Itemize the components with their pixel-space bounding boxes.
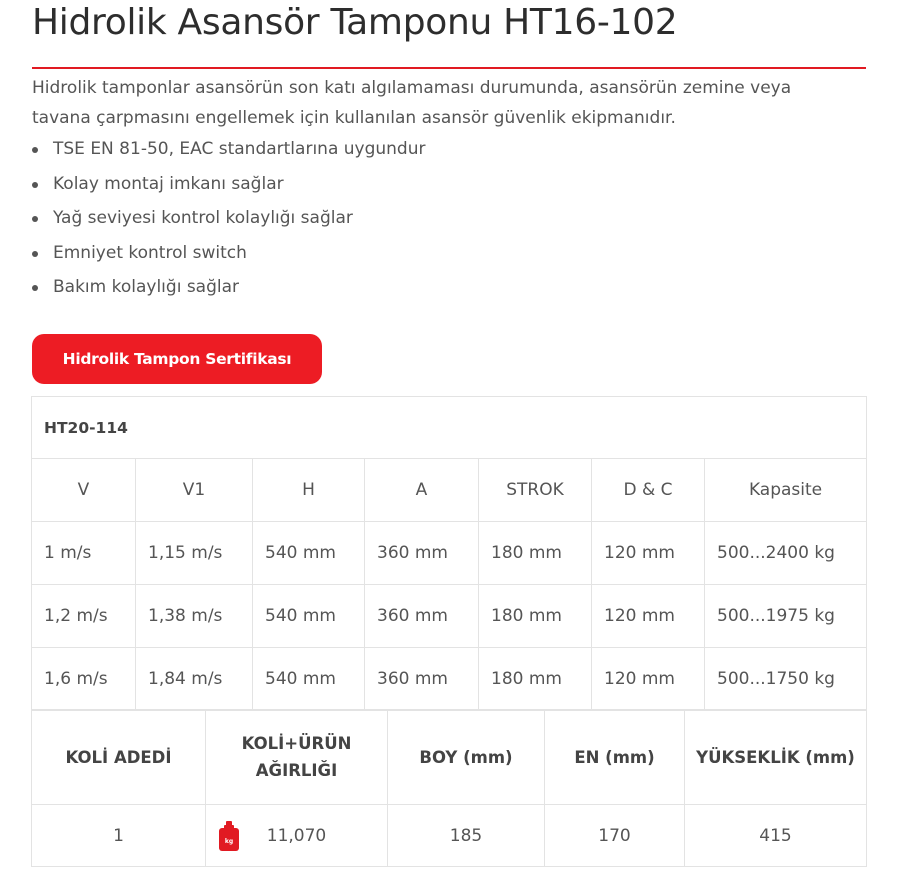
table-cell: 360 mm <box>365 585 479 648</box>
table-cell: 500...1750 kg <box>705 648 867 711</box>
column-header: KOLİ ADEDİ <box>32 710 206 805</box>
feature-text: Yağ seviyesi kontrol kolaylığı sağlar <box>53 208 353 228</box>
feature-item <box>32 270 426 305</box>
feature-text: TSE EN 81-50, EAC standartlarına uygundur <box>53 139 426 159</box>
feature-item <box>32 167 426 202</box>
column-header: Kapasite <box>705 459 867 522</box>
table-cell: 1 <box>32 805 206 867</box>
table-cell: 120 mm <box>592 585 705 648</box>
column-header: H <box>253 459 365 522</box>
table-cell: 1,15 m/s <box>136 522 253 585</box>
table-cell: 500...2400 kg <box>705 522 867 585</box>
table-row <box>32 648 867 711</box>
table-cell: 1,6 m/s <box>32 648 136 711</box>
column-header: KOLİ+ÜRÜN AĞIRLIĞI <box>206 710 388 805</box>
title-divider <box>32 67 866 69</box>
table-row <box>32 522 867 585</box>
table-cell: 1,2 m/s <box>32 585 136 648</box>
feature-text: Bakım kolaylığı sağlar <box>53 277 240 297</box>
table-cell: 540 mm <box>253 522 365 585</box>
bullet-icon <box>32 285 38 291</box>
weight-cell <box>206 805 388 867</box>
bullet-icon <box>32 147 38 153</box>
table-cell: 540 mm <box>253 648 365 711</box>
table-cell: 170 <box>545 805 685 867</box>
weight-kg-icon <box>218 820 240 852</box>
table-cell: 360 mm <box>365 648 479 711</box>
page-title: Hidrolik Asansör Tamponu HT16-102 <box>32 2 678 43</box>
table-cell: 180 mm <box>479 585 592 648</box>
table-cell: 500...1975 kg <box>705 585 867 648</box>
column-header: STROK <box>479 459 592 522</box>
column-header: BOY (mm) <box>388 710 545 805</box>
table-cell: 185 <box>388 805 545 867</box>
model-name: HT20-114 <box>32 397 867 459</box>
feature-item <box>32 201 426 236</box>
weight-value: 11,070 <box>266 825 327 846</box>
column-header: V1 <box>136 459 253 522</box>
table-cell: 120 mm <box>592 648 705 711</box>
table-row <box>32 805 867 867</box>
feature-text: Emniyet kontrol switch <box>53 242 247 263</box>
bullet-icon <box>32 251 38 257</box>
table-cell: 415 <box>685 805 867 867</box>
table-cell: 180 mm <box>479 522 592 585</box>
feature-list <box>32 132 426 305</box>
bullet-icon <box>32 216 38 222</box>
table-cell: 360 mm <box>365 522 479 585</box>
table-cell: 180 mm <box>479 648 592 711</box>
table-row <box>32 585 867 648</box>
table-cell: 1,38 m/s <box>136 585 253 648</box>
column-header: YÜKSEKLİK (mm) <box>685 710 867 805</box>
bullet-icon <box>32 182 38 188</box>
column-header: EN (mm) <box>545 710 685 805</box>
table-cell: 1,84 m/s <box>136 648 253 711</box>
column-header: D & C <box>592 459 705 522</box>
column-header: A <box>365 459 479 522</box>
table-cell: 540 mm <box>253 585 365 648</box>
packaging-table <box>31 709 867 867</box>
table-cell: 1 m/s <box>32 522 136 585</box>
packaging-header-row <box>32 710 867 805</box>
feature-item <box>32 132 426 167</box>
weight-icon-label: kg <box>224 838 234 845</box>
column-header: V <box>32 459 136 522</box>
specs-table <box>31 396 867 711</box>
product-description: Hidrolik tamponlar asansörün son katı algılamaması durumunda, asansörün zemine veya tavana çarpmasını engellemek için kullanılan asansör güvenlik ekipmanıdır. <box>32 78 792 128</box>
model-row <box>32 397 867 459</box>
table-cell: 120 mm <box>592 522 705 585</box>
feature-text: Kolay montaj imkanı sağlar <box>53 173 284 194</box>
feature-item <box>32 236 426 271</box>
certificate-button[interactable]: Hidrolik Tampon Sertifikası <box>32 334 322 384</box>
specs-header-row <box>32 459 867 522</box>
